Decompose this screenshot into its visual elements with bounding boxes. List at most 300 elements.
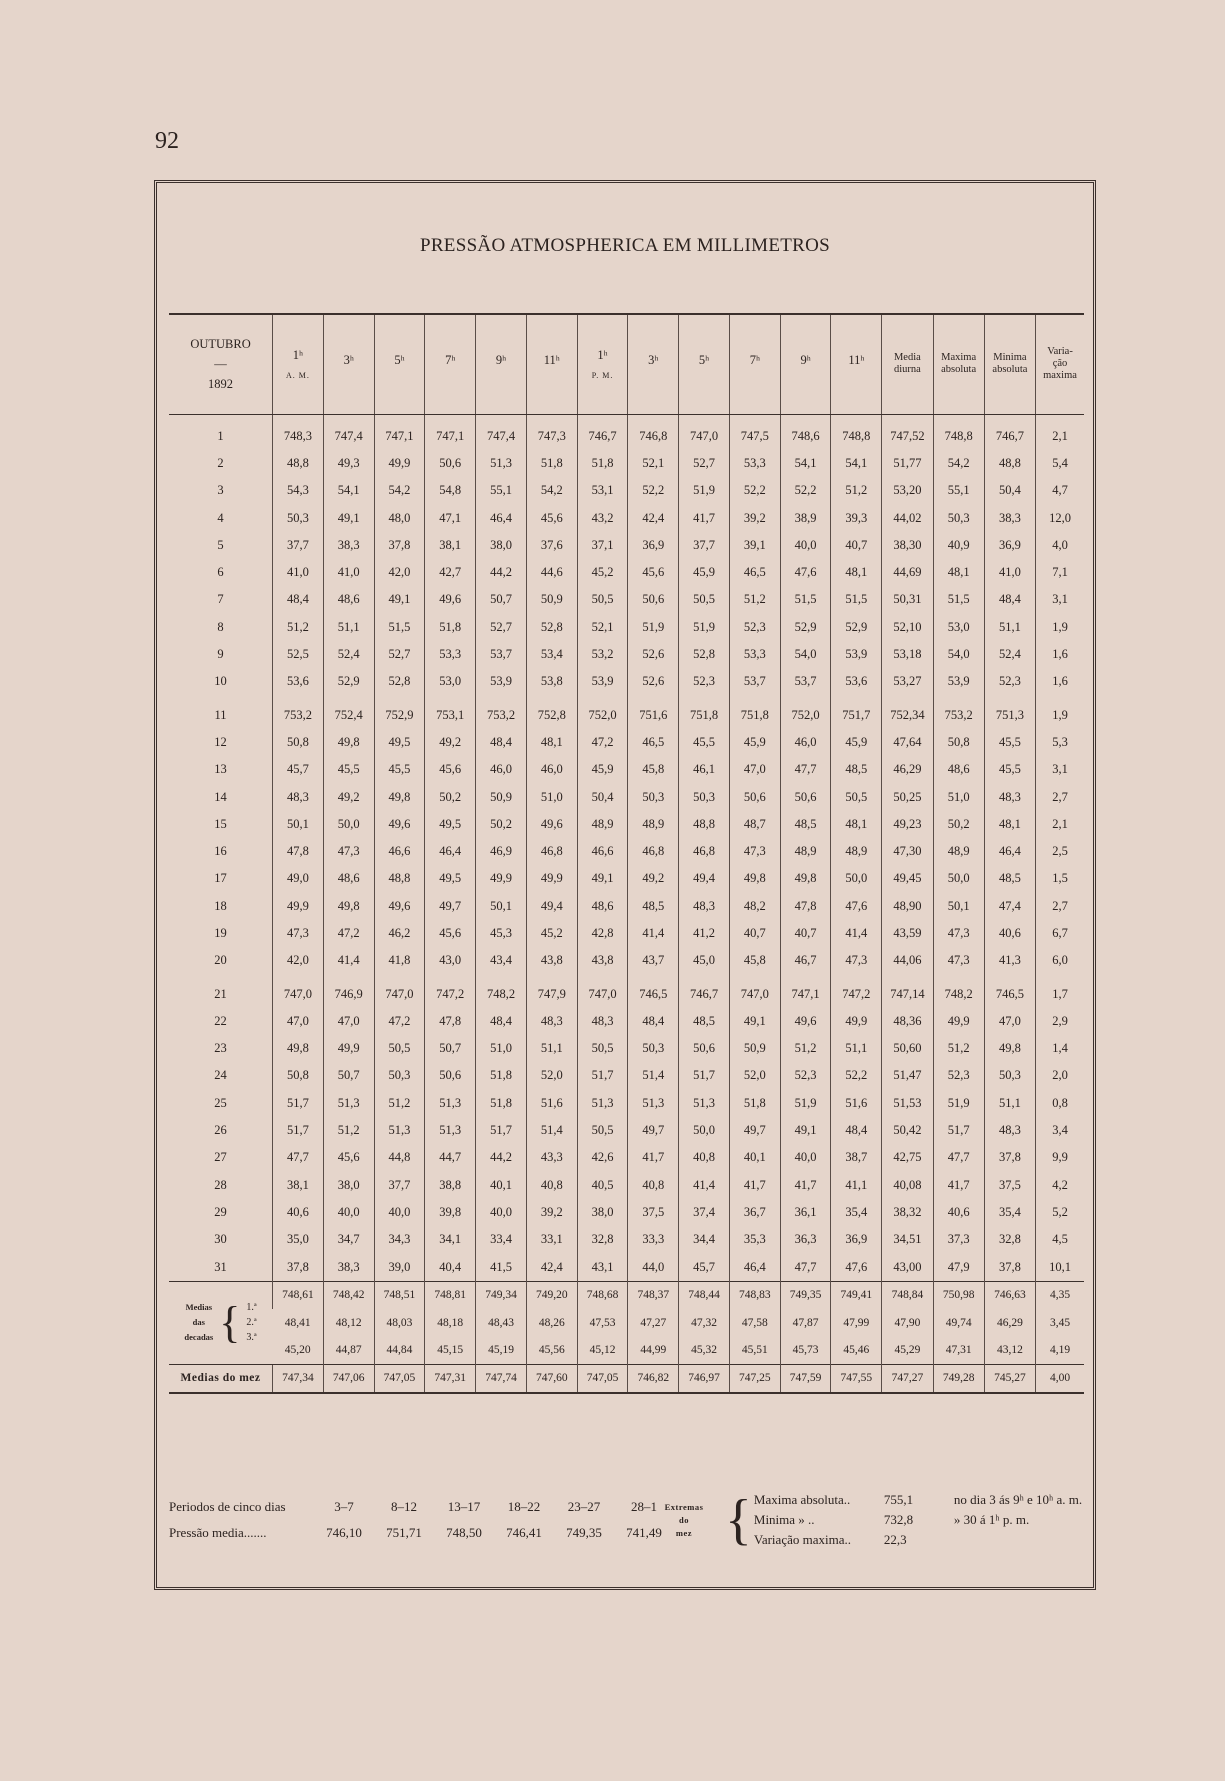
table-cell: 12,0: [1036, 504, 1084, 531]
table-cell: 40,8: [526, 1172, 577, 1199]
table-cell: 48,3: [984, 783, 1035, 810]
table-cell: 54,1: [831, 450, 882, 477]
table-cell: 34,1: [425, 1226, 476, 1253]
table-cell: 50,5: [577, 1035, 628, 1062]
table-cell: 44,0: [628, 1253, 679, 1281]
table-cell: 48,3: [984, 1117, 1035, 1144]
table-cell: 752,9: [374, 701, 425, 728]
table-cell: 47,0: [729, 756, 780, 783]
day-row: [169, 1226, 1084, 1253]
table-cell: 33,1: [526, 1226, 577, 1253]
table-cell: 2,9: [1036, 1008, 1084, 1035]
table-cell: 51,3: [425, 1090, 476, 1117]
table-cell: 51,1: [984, 1090, 1035, 1117]
table-cell: 51,2: [273, 614, 324, 641]
extreme-row: Minima » .. 732,8 » 30 á 1ʰ p. m.: [753, 1512, 1030, 1527]
table-cell: 2,0: [1036, 1062, 1084, 1089]
table-cell: 52,0: [729, 1062, 780, 1089]
media-diurna-header: Media diurna: [882, 314, 933, 414]
day-row: [169, 504, 1084, 531]
hour-header: 9ʰ: [476, 314, 527, 414]
table-cell: 40,7: [831, 532, 882, 559]
table-cell: 49,6: [374, 811, 425, 838]
monthly-mean-cell: 747,27: [882, 1364, 933, 1393]
table-cell: 41,7: [729, 1172, 780, 1199]
day-row: [169, 729, 1084, 756]
table-cell: 39,0: [374, 1253, 425, 1281]
day-number: 19: [214, 925, 227, 940]
table-cell: 47,2: [577, 729, 628, 756]
table-cell: 45,7: [273, 756, 324, 783]
table-cell: 49,9: [526, 865, 577, 892]
extremes-brace: {: [725, 1489, 752, 1551]
table-cell: 43,7: [628, 947, 679, 974]
table-cell: 45,9: [679, 559, 730, 586]
table-cell: 47,3: [831, 947, 882, 974]
table-cell: 50,60: [882, 1035, 933, 1062]
pressure-value: 746,10: [326, 1525, 362, 1540]
table-cell: 53,20: [882, 477, 933, 504]
decade-cell: 45,12: [577, 1336, 628, 1364]
table-cell: 6,0: [1036, 947, 1084, 974]
table-cell: 752,0: [780, 701, 831, 728]
table-cell: 51,3: [577, 1090, 628, 1117]
table-cell: 40,6: [984, 920, 1035, 947]
table-cell: 53,9: [831, 641, 882, 668]
table-cell: 53,0: [933, 614, 984, 641]
table-cell: 50,3: [984, 1062, 1035, 1089]
pressure-value: 741,49: [626, 1525, 662, 1540]
table-cell: 43,8: [577, 947, 628, 974]
table-cell: 747,9: [526, 980, 577, 1007]
table-cell: 40,08: [882, 1172, 933, 1199]
table-cell: 53,1: [577, 477, 628, 504]
table-cell: 10,1: [1036, 1253, 1084, 1281]
table-cell: 41,4: [323, 947, 374, 974]
table-cell: 47,0: [323, 1008, 374, 1035]
table-cell: 752,34: [882, 701, 933, 728]
hour-header: 9ʰ: [780, 314, 831, 414]
table-cell: 47,3: [933, 947, 984, 974]
table-cell: 50,0: [831, 865, 882, 892]
table-cell: 747,5: [729, 414, 780, 450]
table-cell: 747,1: [780, 980, 831, 1007]
table-cell: 51,3: [628, 1090, 679, 1117]
table-cell: 49,8: [323, 893, 374, 920]
decade-cell: 45,20: [284, 1343, 311, 1356]
table-cell: 45,3: [476, 920, 527, 947]
table-cell: 49,8: [780, 865, 831, 892]
month-header: [169, 314, 273, 414]
decade-row: [169, 1309, 1084, 1336]
pressure-value: 749,35: [566, 1525, 602, 1540]
table-cell: 45,5: [323, 756, 374, 783]
table-cell: 51,8: [425, 614, 476, 641]
day-number: 27: [214, 1150, 227, 1165]
table-cell: 47,3: [273, 920, 324, 947]
decade-cell: 748,51: [374, 1281, 425, 1309]
table-cell: 752,0: [577, 701, 628, 728]
day-row: [169, 1144, 1084, 1171]
day-number: 30: [214, 1232, 227, 1247]
table-cell: 32,8: [984, 1226, 1035, 1253]
table-cell: 4,0: [1036, 532, 1084, 559]
table-cell: 35,0: [273, 1226, 324, 1253]
decade-cell: 47,32: [679, 1309, 730, 1336]
decade-cell: 45,46: [831, 1336, 882, 1364]
table-cell: 50,6: [729, 783, 780, 810]
table-cell: 45,8: [628, 756, 679, 783]
table-cell: 50,0: [933, 865, 984, 892]
table-cell: 47,8: [273, 838, 324, 865]
table-cell: 1,5: [1036, 865, 1084, 892]
table-cell: 39,1: [729, 532, 780, 559]
table-cell: 747,0: [374, 980, 425, 1007]
table-cell: 51,8: [729, 1090, 780, 1117]
table-cell: 48,4: [476, 1008, 527, 1035]
table-cell: 43,3: [526, 1144, 577, 1171]
table-cell: 42,6: [577, 1144, 628, 1171]
table-cell: 752,8: [526, 701, 577, 728]
table-cell: 49,6: [374, 893, 425, 920]
table-cell: 48,3: [526, 1008, 577, 1035]
table-cell: 43,0: [425, 947, 476, 974]
table-cell: 747,2: [831, 980, 882, 1007]
decade-cell: 49,74: [933, 1309, 984, 1336]
table-cell: 49,1: [323, 504, 374, 531]
table-cell: 37,8: [273, 1253, 324, 1281]
day-number: 6: [217, 565, 224, 580]
day-row: [169, 1117, 1084, 1144]
decade-cell: 47,31: [933, 1336, 984, 1364]
table-cell: 5,3: [1036, 729, 1084, 756]
table-cell: 52,2: [780, 477, 831, 504]
table-cell: 38,1: [425, 532, 476, 559]
monthly-mean-cell: 746,82: [628, 1364, 679, 1393]
table-cell: 43,59: [882, 920, 933, 947]
day-row: [169, 586, 1084, 613]
table-cell: 47,7: [933, 1144, 984, 1171]
table-cell: 41,7: [628, 1144, 679, 1171]
table-cell: 751,8: [679, 701, 730, 728]
day-number: 25: [214, 1095, 227, 1110]
table-cell: 46,29: [882, 756, 933, 783]
decade-cell: 4,35: [1036, 1281, 1084, 1309]
decade-cell: 44,99: [628, 1336, 679, 1364]
table-cell: 52,0: [526, 1062, 577, 1089]
pressure-value: 746,41: [506, 1525, 542, 1540]
table-cell: 41,0: [273, 559, 324, 586]
table-cell: 51,0: [933, 783, 984, 810]
day-number: 1: [217, 428, 224, 443]
table-cell: 47,0: [984, 1008, 1035, 1035]
table-cell: 50,31: [882, 586, 933, 613]
table-cell: 747,4: [323, 414, 374, 450]
day-number: 16: [214, 844, 227, 859]
table-cell: 51,4: [526, 1117, 577, 1144]
table-cell: 38,1: [273, 1172, 324, 1199]
table-cell: 5,2: [1036, 1199, 1084, 1226]
table-cell: 51,6: [526, 1090, 577, 1117]
table-cell: 51,8: [577, 450, 628, 477]
pressure-value: 748,50: [446, 1525, 482, 1540]
day-row: [169, 893, 1084, 920]
table-cell: 46,6: [374, 838, 425, 865]
table-cell: 37,6: [526, 532, 577, 559]
table-cell: 37,7: [374, 1172, 425, 1199]
table-cell: 53,9: [476, 668, 527, 695]
table-cell: 53,3: [729, 450, 780, 477]
table-cell: 52,5: [273, 641, 324, 668]
table-cell: 53,0: [425, 668, 476, 695]
day-row: [169, 838, 1084, 865]
extremes-rows: [754, 1490, 1082, 1550]
table-cell: 748,2: [933, 980, 984, 1007]
table-cell: 52,7: [679, 450, 730, 477]
periods-row: [169, 1494, 674, 1520]
table-cell: 52,9: [831, 614, 882, 641]
table-cell: 48,1: [526, 729, 577, 756]
decade-cell: 748,83: [729, 1281, 780, 1309]
table-cell: 37,8: [374, 532, 425, 559]
table-cell: 51,2: [831, 477, 882, 504]
day-number: 3: [217, 483, 224, 498]
header-row: [169, 314, 1084, 414]
table-cell: 49,8: [729, 865, 780, 892]
table-cell: 55,1: [933, 477, 984, 504]
table-cell: 52,3: [679, 668, 730, 695]
table-cell: 46,2: [374, 920, 425, 947]
table-cell: 39,3: [831, 504, 882, 531]
table-cell: 48,8: [374, 865, 425, 892]
decade-cell: 748,42: [323, 1281, 374, 1309]
monthly-mean-cell: 747,55: [831, 1364, 882, 1393]
decade-cell: 748,81: [425, 1281, 476, 1309]
table-cell: 48,6: [577, 893, 628, 920]
table-cell: 53,27: [882, 668, 933, 695]
table-cell: 48,6: [933, 756, 984, 783]
day-row: [169, 783, 1084, 810]
hour-header: 7ʰ: [729, 314, 780, 414]
table-cell: 43,2: [577, 504, 628, 531]
table-cell: 51,9: [679, 477, 730, 504]
table-cell: 46,0: [476, 756, 527, 783]
table-cell: 50,6: [425, 1062, 476, 1089]
day-number: 15: [214, 816, 227, 831]
table-cell: 50,5: [577, 1117, 628, 1144]
decade-cell: 748,84: [882, 1281, 933, 1309]
table-cell: 39,2: [526, 1199, 577, 1226]
table-cell: 50,3: [933, 504, 984, 531]
table-cell: 45,6: [323, 1144, 374, 1171]
table-cell: 47,30: [882, 838, 933, 865]
table-cell: 52,9: [323, 668, 374, 695]
decade-cell: 44,87: [323, 1336, 374, 1364]
table-cell: 3,1: [1036, 586, 1084, 613]
monthly-mean-cell: 747,05: [374, 1364, 425, 1393]
monthly-mean-label: Medias do mez: [169, 1364, 273, 1393]
table-cell: 748,8: [831, 414, 882, 450]
decade-cell: 46,29: [984, 1309, 1035, 1336]
table-cell: 51,9: [780, 1090, 831, 1117]
table-cell: 52,2: [831, 1062, 882, 1089]
table-cell: 45,5: [984, 756, 1035, 783]
table-cell: 49,7: [425, 893, 476, 920]
day-row: [169, 756, 1084, 783]
table-cell: 49,8: [984, 1035, 1035, 1062]
day-number: 20: [214, 953, 227, 968]
table-cell: 45,0: [679, 947, 730, 974]
decade-cell: 48,41: [284, 1316, 311, 1329]
table-cell: 753,1: [425, 701, 476, 728]
table-cell: 38,3: [984, 504, 1035, 531]
decade-cell: 749,41: [831, 1281, 882, 1309]
table-cell: 40,9: [933, 532, 984, 559]
table-cell: 747,1: [425, 414, 476, 450]
day-row: [169, 450, 1084, 477]
table-cell: 746,5: [628, 980, 679, 1007]
table-cell: 52,8: [526, 614, 577, 641]
table-cell: 42,0: [273, 947, 324, 974]
table-cell: 36,9: [831, 1226, 882, 1253]
day-number: 23: [214, 1041, 227, 1056]
table-cell: 45,7: [679, 1253, 730, 1281]
period-value: 3–7: [334, 1499, 354, 1514]
table-cell: 48,5: [628, 893, 679, 920]
table-cell: 47,9: [933, 1253, 984, 1281]
table-cell: 45,6: [526, 504, 577, 531]
day-row: [169, 532, 1084, 559]
table-cell: 47,7: [780, 1253, 831, 1281]
table-cell: 38,0: [476, 532, 527, 559]
decade-label: Medias das decadas { 1.ª 2.ª 3.ª: [169, 1281, 273, 1364]
table-cell: 48,4: [831, 1117, 882, 1144]
table-cell: 47,2: [323, 920, 374, 947]
table-cell: 50,8: [933, 729, 984, 756]
pressure-table: [169, 313, 1084, 1394]
table-cell: 47,7: [780, 756, 831, 783]
table-cell: 49,1: [577, 865, 628, 892]
monthly-mean-cell: 746,97: [679, 1364, 730, 1393]
table-cell: 48,6: [323, 865, 374, 892]
table-cell: 747,0: [577, 980, 628, 1007]
table-cell: 34,51: [882, 1226, 933, 1253]
table-cell: 44,2: [476, 559, 527, 586]
decade-cell: 3,45: [1036, 1309, 1084, 1336]
table-cell: 52,10: [882, 614, 933, 641]
table-cell: 51,9: [628, 614, 679, 641]
table-cell: 51,7: [476, 1117, 527, 1144]
table-cell: 49,45: [882, 865, 933, 892]
table-cell: 50,8: [273, 729, 324, 756]
page-number: 92: [155, 128, 179, 154]
hour-header: 1ʰ P. M.: [577, 314, 628, 414]
day-number: 31: [214, 1259, 227, 1274]
day-number: 21: [214, 986, 227, 1001]
table-body: [169, 414, 1084, 1393]
table-cell: 55,1: [476, 477, 527, 504]
table-cell: 50,2: [933, 811, 984, 838]
table-cell: 40,7: [780, 920, 831, 947]
day-number: 14: [214, 789, 227, 804]
table-cell: 37,1: [577, 532, 628, 559]
day-row: [169, 947, 1084, 974]
table-cell: 746,9: [323, 980, 374, 1007]
decade-cell: 48,18: [425, 1309, 476, 1336]
table-cell: 49,9: [476, 865, 527, 892]
table-cell: 41,7: [679, 504, 730, 531]
table-cell: 52,6: [628, 641, 679, 668]
table-cell: 4,7: [1036, 477, 1084, 504]
table-cell: 51,2: [729, 586, 780, 613]
decade-cell: 48,43: [476, 1309, 527, 1336]
table-cell: 50,5: [831, 783, 882, 810]
table-cell: 50,1: [273, 811, 324, 838]
decade-row: [169, 1336, 1084, 1364]
table-cell: 43,8: [526, 947, 577, 974]
table-cell: 41,3: [984, 947, 1035, 974]
table-cell: 50,0: [679, 1117, 730, 1144]
table-cell: 51,5: [831, 586, 882, 613]
table-cell: 52,3: [729, 614, 780, 641]
hour-header: 5ʰ: [679, 314, 730, 414]
table-cell: 34,3: [374, 1226, 425, 1253]
table-cell: 52,4: [323, 641, 374, 668]
day-number: 13: [214, 762, 227, 777]
table-cell: 2,5: [1036, 838, 1084, 865]
table-cell: 747,0: [729, 980, 780, 1007]
table-cell: 54,2: [374, 477, 425, 504]
table-cell: 47,7: [273, 1144, 324, 1171]
table-cell: 41,0: [984, 559, 1035, 586]
decade-cell: 45,73: [780, 1336, 831, 1364]
table-cell: 40,0: [476, 1199, 527, 1226]
table-cell: 51,9: [933, 1090, 984, 1117]
table-cell: 53,6: [831, 668, 882, 695]
hour-header: 11ʰ: [831, 314, 882, 414]
table-cell: 1,9: [1036, 701, 1084, 728]
table-cell: 35,3: [729, 1226, 780, 1253]
table-cell: 48,7: [729, 811, 780, 838]
hour-header: 11ʰ: [526, 314, 577, 414]
table-cell: 3,1: [1036, 756, 1084, 783]
table-cell: 41,4: [679, 1172, 730, 1199]
table-cell: 49,9: [933, 1008, 984, 1035]
table-cell: 44,69: [882, 559, 933, 586]
table-cell: 42,0: [374, 559, 425, 586]
decade-cell: 45,51: [729, 1336, 780, 1364]
table-cell: 45,6: [425, 756, 476, 783]
table-cell: 47,0: [273, 1008, 324, 1035]
decade-cell: 749,20: [526, 1281, 577, 1309]
day-row: [169, 414, 1084, 450]
table-cell: 48,8: [273, 450, 324, 477]
day-row: [169, 920, 1084, 947]
table-cell: 52,9: [780, 614, 831, 641]
day-row: [169, 980, 1084, 1007]
table-cell: 746,5: [984, 980, 1035, 1007]
table-cell: 748,2: [476, 980, 527, 1007]
table-cell: 41,0: [323, 559, 374, 586]
table-cell: 49,1: [374, 586, 425, 613]
table-cell: 37,3: [933, 1226, 984, 1253]
table-cell: 40,8: [679, 1144, 730, 1171]
table-cell: 48,0: [374, 504, 425, 531]
table-cell: 48,36: [882, 1008, 933, 1035]
table-cell: 52,8: [374, 668, 425, 695]
table-cell: 40,0: [323, 1199, 374, 1226]
table-cell: 46,6: [577, 838, 628, 865]
